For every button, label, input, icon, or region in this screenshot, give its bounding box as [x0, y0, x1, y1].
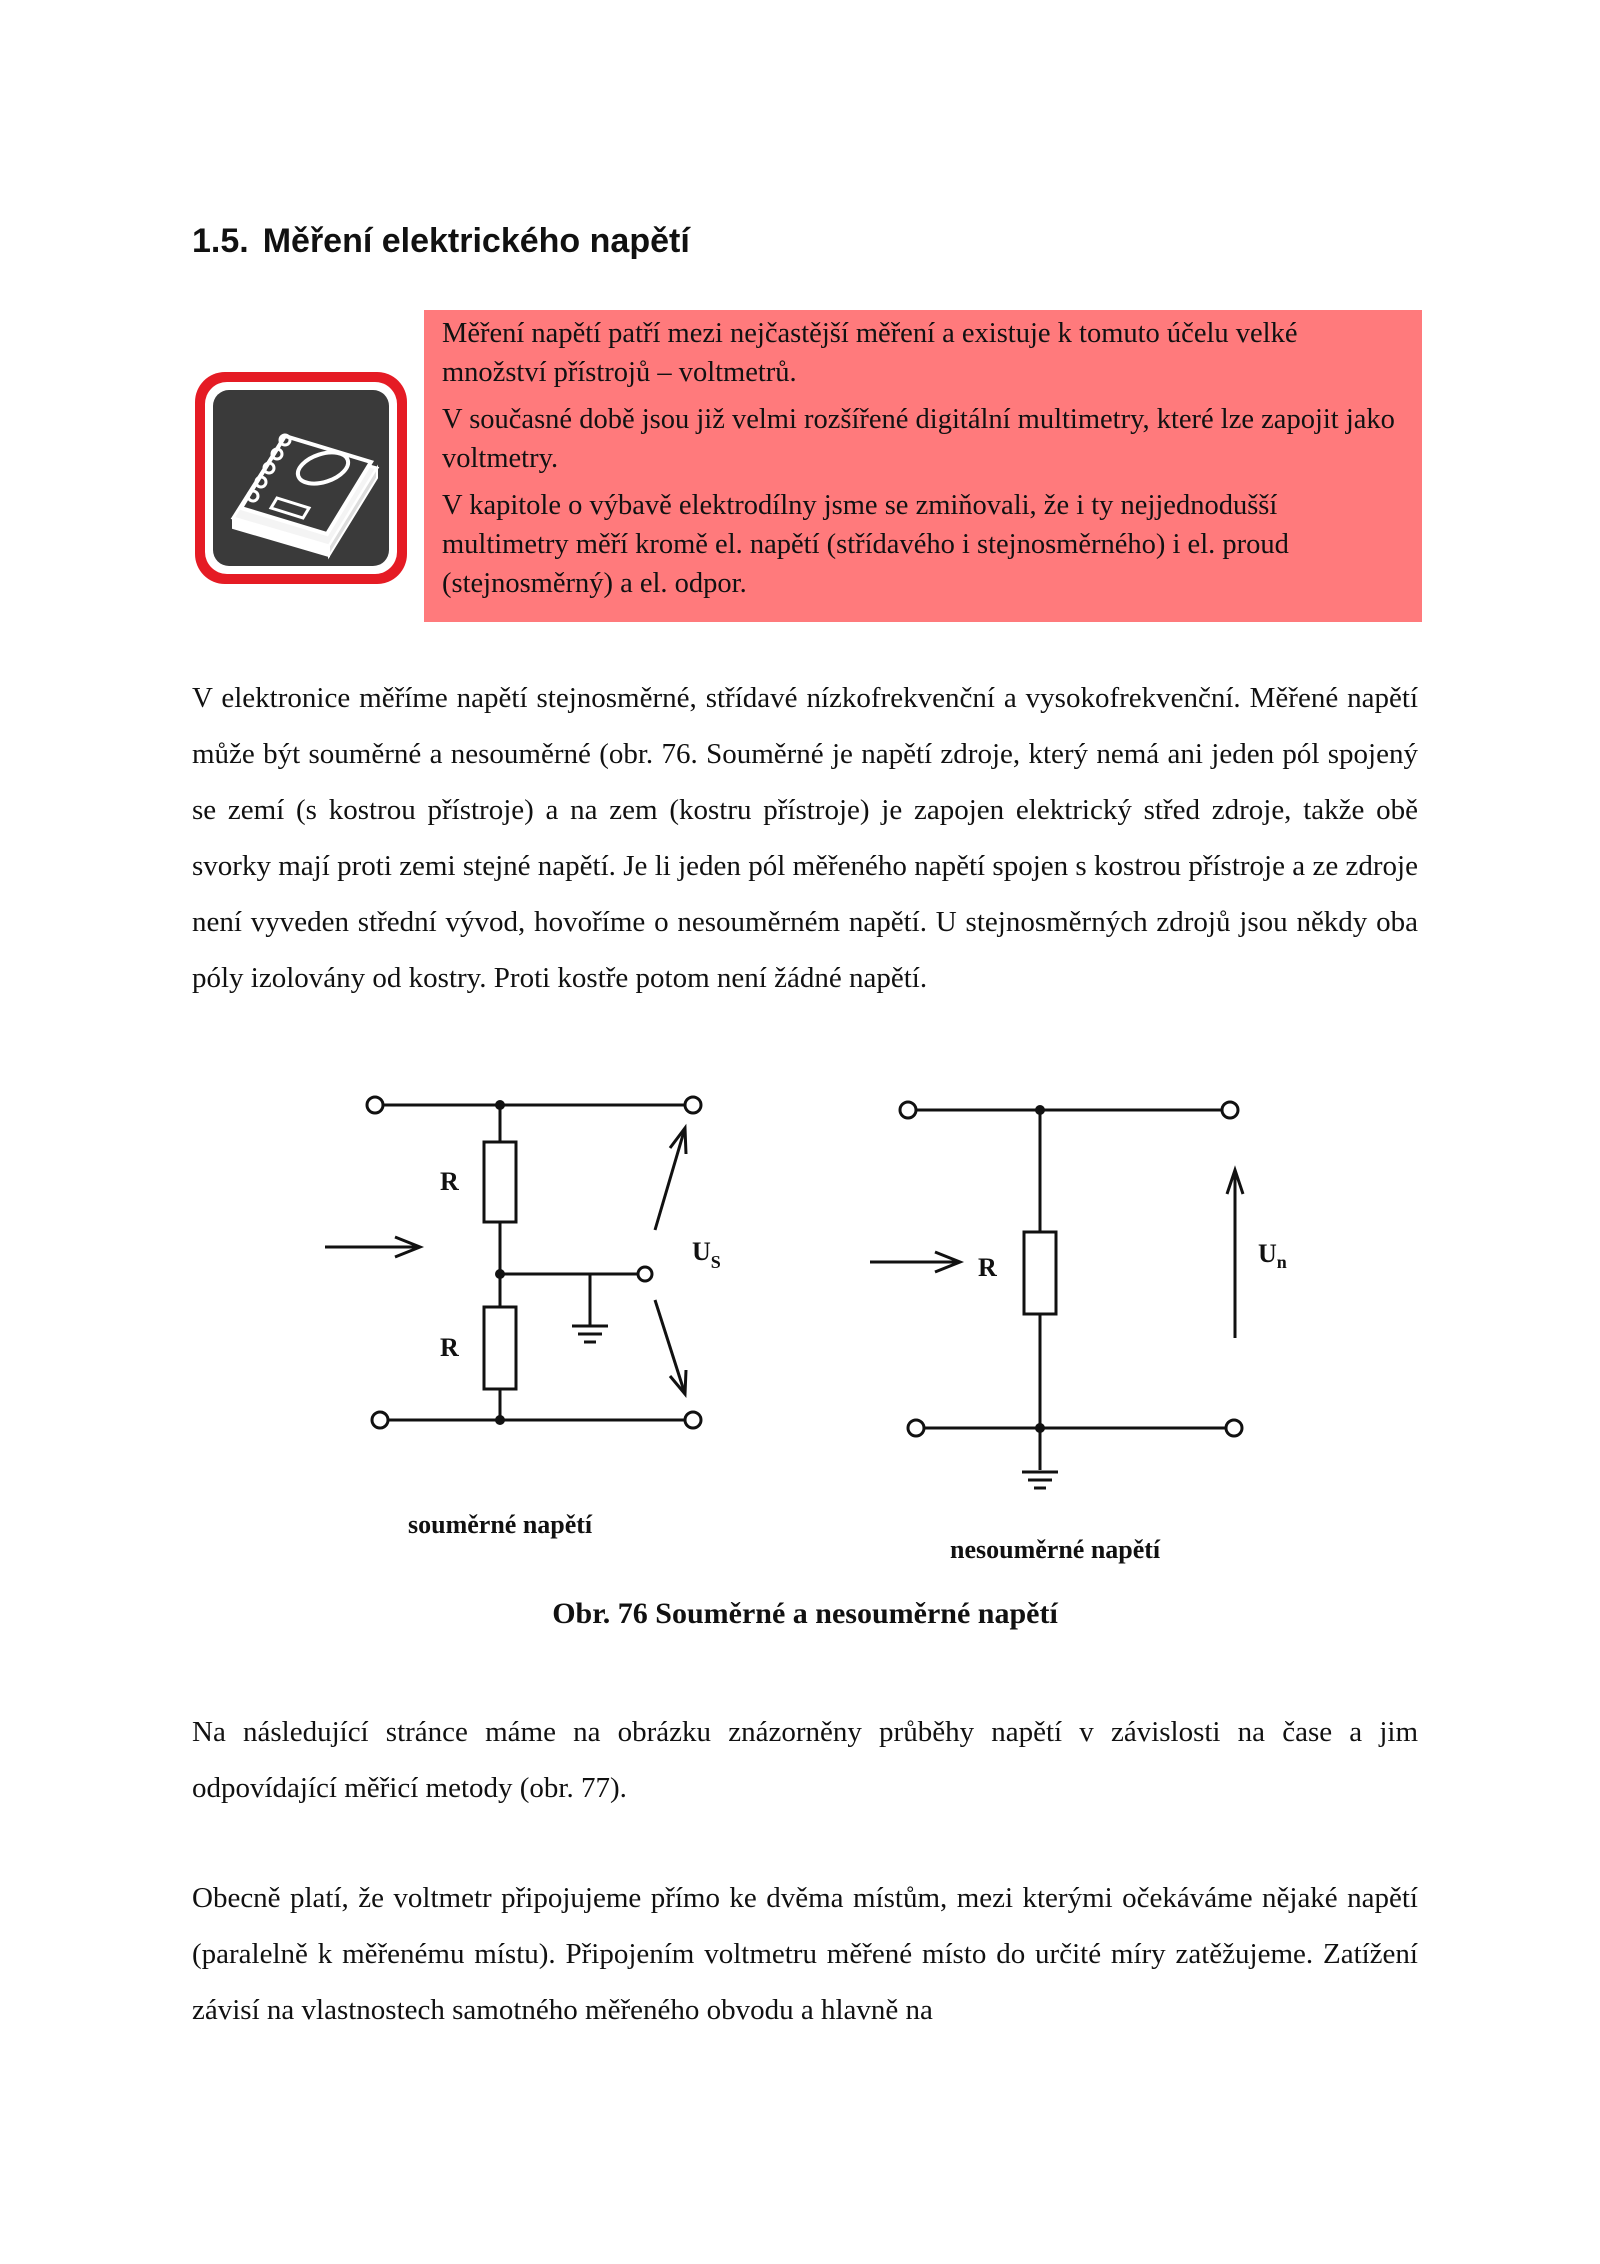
info-callout: [424, 310, 1422, 622]
callout-paragraph: V současné době jsou již velmi rozšířené digitální multimetry, které lze zapojit jako voltmetry.: [442, 404, 1395, 474]
resistor-label-bottom: R: [440, 1333, 459, 1362]
callout-paragraph: Měření napětí patří mezi nejčastější měření a existuje k tomuto účelu velké množství přístrojů – voltmetrů.: [442, 318, 1298, 388]
notebook-icon: [191, 368, 411, 588]
symmetric-voltage-label: souměrné napětí: [408, 1510, 593, 1539]
section-heading: [192, 222, 690, 261]
voltage-label-symmetric: $U_S$: [692, 1237, 721, 1272]
resistor-label-asymmetric: R: [978, 1253, 997, 1282]
body-paragraph: Na následující stránce máme na obrázku znázorněny průběhy napětí v závislosti na čase a jim odpovídající měřicí metody (obr. 77).: [192, 1716, 1418, 1804]
asymmetric-circuit-diagram: [870, 1110, 1243, 1488]
section-number: 1.5.: [192, 222, 249, 260]
circuit-figure: [300, 1070, 1320, 1590]
body-paragraph: Obecně platí, že voltmetr připojujeme přímo ke dvěma místům, mezi kterými očekáváme nějaké napětí (paralelně k měřenému místu). Připojením voltmetru měřené místo do určité míry zatěžujeme. Zatížení závisí na vlastnostech samotného měřeného obvodu a hlavně na: [192, 1882, 1418, 2026]
figure-caption: Obr. 76 Souměrné a nesouměrné napětí: [552, 1597, 1058, 1630]
callout-paragraph: V kapitole o výbavě elektrodílny jsme se zmiňovali, že i ty nejjednodušší multimetry měří kromě el. napětí (střídavého i stejnosměrného) i el. proud (stejnosměrný) a el. odpor.: [442, 490, 1289, 599]
resistor-label-top: R: [440, 1167, 459, 1196]
body-paragraph: V elektronice měříme napětí stejnosměrné, střídavé nízkofrekvenční a vysokofrekvenční. Měřené napětí může být souměrné a nesouměrné (obr. 76. Souměrné je napětí zdroje, který nemá ani jeden pól spojený se zemí (s kostrou přístroje) a na zem (kostru přístroje) je zapojen elektrický střed zdroje, takže obě svorky mají proti zemi stejné napětí. Je li jeden pól měřeného napětí spojen s kostrou přístroje a ze zdroje není vyveden střední vývod, hovoříme o nesouměrném napětí. U stejnosměrných zdrojů jsou někdy oba póly izolovány od kostry. Proti kostře potom není žádné napětí.: [192, 682, 1418, 994]
voltage-label-asymmetric: $U_n$: [1258, 1239, 1287, 1272]
asymmetric-voltage-label: nesouměrné napětí: [950, 1535, 1161, 1564]
symmetric-circuit-diagram: [325, 1105, 686, 1420]
section-title: Měření elektrického napětí: [262, 222, 690, 260]
